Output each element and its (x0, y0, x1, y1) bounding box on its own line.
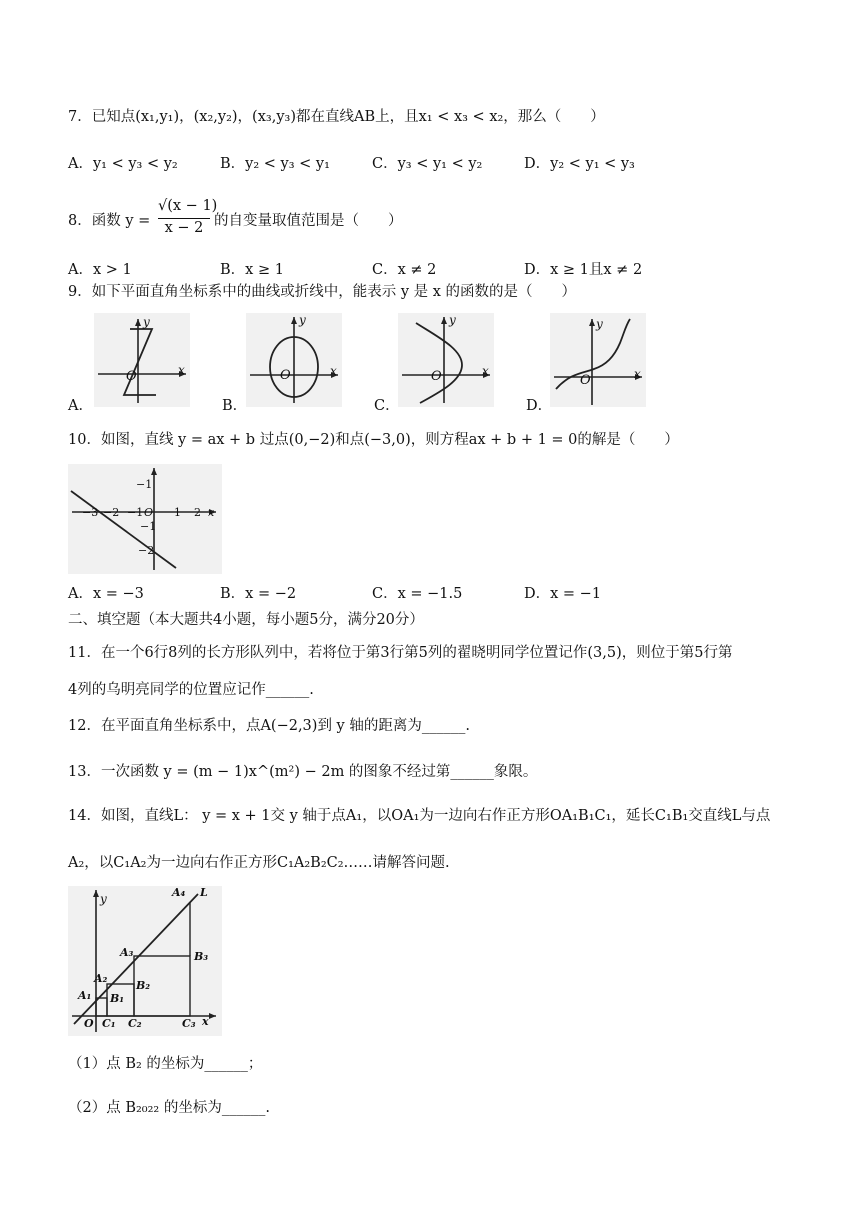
q14-graph (68, 886, 222, 1036)
q7-option-a[interactable]: A．y₁ < y₃ < y₂ (68, 156, 178, 172)
q7-stem: 7．已知点(x₁,y₁)，(x₂,y₂)，(x₃,y₃)都在直线AB上，且x₁ < x₃ < x₂，那么（ ） (68, 109, 605, 125)
q10-options (68, 582, 788, 602)
q14-sub1: （1）点 B₂ 的坐标为______； (68, 1056, 263, 1072)
q10-graph (68, 464, 222, 574)
label-a3: A₃ (120, 946, 134, 959)
origin-label: O (84, 1017, 94, 1030)
tick-x-neg3: −3 (82, 506, 99, 519)
q9-option-b-label[interactable]: B． (222, 398, 248, 414)
label-a4: A₄ (172, 886, 186, 899)
q8-option-a[interactable]: A．x > 1 (68, 262, 132, 278)
tick-x-1: 1 (174, 506, 181, 519)
label-b1: B₁ (110, 992, 125, 1005)
q12-text: 12．在平面直角坐标系中，点A(−2,3)到 y 轴的距离为______. (68, 718, 470, 734)
tick-x-2: 2 (194, 506, 201, 519)
tick-x-neg2: −2 (103, 506, 120, 519)
axis-x-label: x (634, 367, 641, 381)
axis-x-label: x (178, 363, 185, 377)
q8-fraction (158, 198, 218, 240)
origin-label: O (280, 368, 291, 383)
q14-sub2: （2）点 B₂₀₂₂ 的坐标为______. (68, 1100, 270, 1116)
q9-graph-b[interactable] (246, 313, 342, 407)
q8-stem-prefix: 8．函数 y = (68, 213, 151, 229)
q7-option-c[interactable]: C．y₃ < y₁ < y₂ (372, 156, 483, 172)
origin-label: O (126, 369, 137, 384)
q14-line1: 14．如图，直线L： y = x + 1交 y 轴于点A₁，以OA₁为一边向右作正方形OA₁B₁C₁，延长C₁B₁交直线L与点 (68, 808, 771, 824)
q11-line2: 4列的乌明亮同学的位置应记作______. (68, 682, 314, 698)
tick-y-neg2: −2 (138, 544, 155, 557)
q10-option-a[interactable]: A．x = −3 (68, 586, 144, 602)
q9-option-a-label[interactable]: A． (68, 398, 93, 414)
axis-x-label: x (330, 364, 337, 378)
q9-graph-a[interactable] (94, 313, 190, 407)
label-c2: C₂ (128, 1017, 142, 1030)
label-l: L (200, 886, 208, 899)
axis-y-label: y (100, 892, 107, 906)
axis-x-label: x (202, 1015, 209, 1028)
q13-text: 13．一次函数 y = (m − 1)x^(m²) − 2m 的图象不经过第______象限。 (68, 764, 538, 780)
q9-graph-d[interactable] (550, 313, 646, 407)
q9-option-d-label[interactable]: D． (526, 398, 553, 414)
q9-stem: 9．如下平面直角坐标系中的曲线或折线中，能表示 y 是 x 的函数的是（ ） (68, 284, 577, 300)
q8-option-d[interactable]: D．x ≥ 1且x ≠ 2 (524, 262, 643, 278)
label-b2: B₂ (136, 979, 151, 992)
q10-option-d[interactable]: D．x = −1 (524, 586, 602, 602)
q8-option-b[interactable]: B．x ≥ 1 (220, 262, 284, 278)
q8-denominator: x − 2 (164, 220, 204, 236)
axis-x-label: x (208, 506, 215, 519)
q9-graph-c[interactable] (398, 313, 494, 407)
q10-option-c[interactable]: C．x = −1.5 (372, 586, 463, 602)
fraction-bar (158, 218, 210, 219)
axis-y-label: y (596, 317, 603, 331)
origin-label: O (431, 369, 442, 384)
q9-option-c-label[interactable]: C． (374, 398, 400, 414)
label-c1: C₁ (102, 1017, 116, 1030)
q7-option-d[interactable]: D．y₂ < y₁ < y₃ (524, 156, 635, 172)
label-c3: C₃ (182, 1017, 196, 1030)
tick-y-top: −1 (136, 478, 153, 491)
q8-numerator: √(x − 1) (158, 198, 218, 214)
q11-line1: 11．在一个6行8列的长方形队列中，若将位于第3行第5列的翟晓明同学位置记作(3,5)，则位于第5行第 (68, 645, 733, 661)
axis-y-label: y (143, 315, 150, 329)
label-b3: B₃ (194, 950, 209, 963)
tick-y-neg1: −1 (140, 520, 157, 533)
axis-x-label: x (482, 364, 489, 378)
q14-line2: A₂，以C₁A₂为一边向右作正方形C₁A₂B₂C₂……请解答问题. (68, 855, 450, 871)
q10-stem: 10．如图，直线 y = ax + b 过点(0,−2)和点(−3,0)，则方程ax + b + 1 = 0的解是（ ） (68, 432, 679, 448)
section-heading: 二、填空题（本大题共4小题，每小题5分，满分20分） (68, 612, 424, 628)
label-a2: A₂ (94, 972, 108, 985)
q7-options (68, 152, 788, 172)
q8-stem (68, 198, 488, 240)
origin-label: O (580, 373, 591, 388)
q8-options (68, 258, 788, 278)
origin-label: O (144, 506, 154, 519)
axis-y-label: y (449, 313, 456, 327)
tick-x-neg1: −1 (127, 506, 144, 519)
q8-option-c[interactable]: C．x ≠ 2 (372, 262, 437, 278)
axis-y-label: y (299, 313, 306, 327)
q10-option-b[interactable]: B．x = −2 (220, 586, 297, 602)
q7-option-b[interactable]: B．y₂ < y₃ < y₁ (220, 156, 330, 172)
label-a1: A₁ (78, 989, 92, 1002)
q8-stem-suffix: 的自变量取值范围是（ ） (214, 213, 403, 229)
